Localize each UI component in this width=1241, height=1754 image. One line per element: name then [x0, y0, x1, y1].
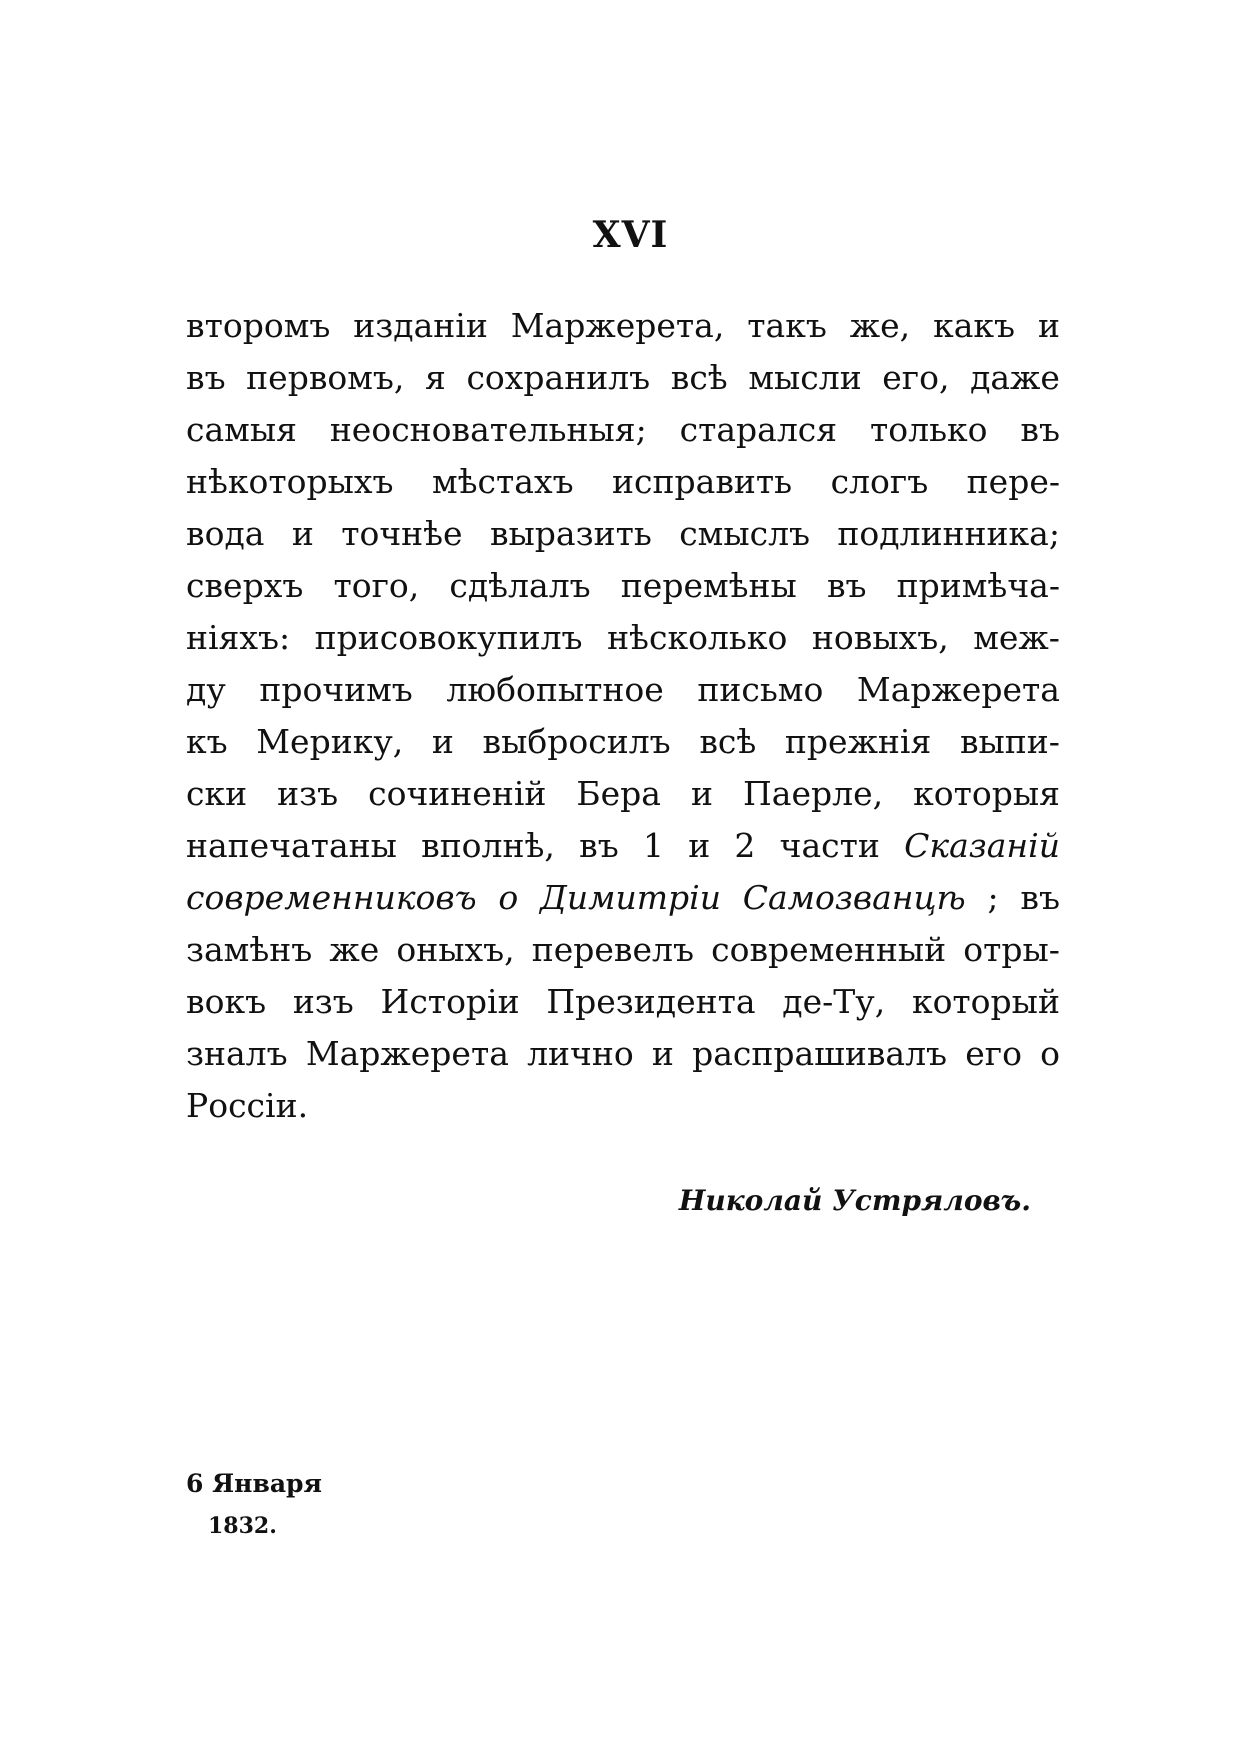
year-line: 1832. — [208, 1513, 277, 1539]
word: Маржерета — [305, 1034, 509, 1073]
word: Маржерета — [856, 670, 1060, 709]
word: какъ — [933, 306, 1016, 345]
word: любопытное — [446, 670, 664, 709]
word: напечатаны — [186, 826, 397, 865]
word: того, — [333, 566, 420, 605]
word: изъ — [277, 774, 339, 813]
text-line — [186, 768, 1060, 820]
word: сочиненiй — [368, 774, 547, 813]
signature: Николай Устряловъ. — [678, 1184, 1031, 1217]
word: Президента — [546, 982, 756, 1021]
word: и — [291, 514, 314, 553]
word: въ — [579, 826, 619, 865]
word: и — [1037, 306, 1060, 345]
word: всѣ — [670, 358, 728, 397]
text-line — [186, 820, 1060, 872]
word: зналъ — [186, 1034, 288, 1073]
word: сверхъ — [186, 566, 304, 605]
word: перевелъ — [531, 930, 694, 969]
word: ски — [186, 774, 248, 813]
word: неосновательныя; — [329, 410, 647, 449]
text-line — [186, 1080, 1060, 1132]
text-line — [186, 508, 1060, 560]
word: выбросилъ — [482, 722, 671, 761]
word: распрашивалъ — [692, 1034, 948, 1073]
word: письмо — [697, 670, 824, 709]
word: оныхъ, — [396, 930, 515, 969]
word: мѣстахъ — [431, 462, 574, 501]
word: подлинника; — [837, 514, 1060, 553]
text-line — [186, 300, 1060, 352]
word: такъ — [747, 306, 827, 345]
word: Исторiи — [380, 982, 520, 1021]
word: прежнiя — [784, 722, 932, 761]
word: присовокупилъ — [314, 618, 583, 657]
word: сохранилъ — [466, 358, 651, 397]
word: нѣкоторыхъ — [186, 462, 394, 501]
word: и — [431, 722, 454, 761]
word: вокъ — [186, 982, 267, 1021]
word: его, — [882, 358, 950, 397]
text-line — [186, 1028, 1060, 1080]
text-line — [186, 456, 1060, 508]
word: лично — [527, 1034, 634, 1073]
word: 1 — [642, 826, 664, 865]
word: которыя — [913, 774, 1060, 813]
italic-word: Сказанiй — [904, 826, 1060, 865]
italic-word: о — [498, 878, 519, 917]
word: перемѣны — [620, 566, 797, 605]
word: части — [779, 826, 880, 865]
word: меж- — [973, 618, 1060, 657]
text-line — [186, 872, 1060, 924]
text-line — [186, 612, 1060, 664]
word: современный — [711, 930, 947, 969]
word: примѣча- — [896, 566, 1060, 605]
text-line — [186, 560, 1060, 612]
text-segment: Россiи. — [186, 1086, 309, 1125]
word: въ — [826, 566, 867, 605]
italic-word: Димитрiи — [540, 878, 721, 917]
word: Паерле, — [743, 774, 884, 813]
word: Бера — [576, 774, 661, 813]
word: исправить — [612, 462, 793, 501]
word: сдѣлалъ — [449, 566, 591, 605]
word: 2 — [734, 826, 756, 865]
word: отры- — [963, 930, 1060, 969]
word: прочимъ — [259, 670, 413, 709]
word: даже — [970, 358, 1060, 397]
word: который — [911, 982, 1060, 1021]
word: о — [1040, 1034, 1060, 1073]
word: выразить — [489, 514, 652, 553]
italic-word: Самозванцѣ — [742, 878, 966, 917]
word: всѣ — [699, 722, 757, 761]
word: первомъ, — [246, 358, 405, 397]
word: слогъ — [830, 462, 929, 501]
word: второмъ — [186, 306, 331, 345]
word: точнѣе — [341, 514, 463, 553]
word: мысли — [748, 358, 862, 397]
word: смыслъ — [679, 514, 811, 553]
word: вода — [186, 514, 265, 553]
word: вполнѣ, — [421, 826, 555, 865]
text-line — [186, 352, 1060, 404]
word: выпи- — [959, 722, 1060, 761]
word: въ — [1020, 410, 1060, 449]
text-line — [186, 716, 1060, 768]
word: ; — [987, 878, 999, 917]
word: въ — [1020, 878, 1060, 917]
word: самыя — [186, 410, 297, 449]
body-text — [186, 300, 1060, 1132]
text-line — [186, 976, 1060, 1028]
word: только — [869, 410, 988, 449]
word: изъ — [292, 982, 354, 1021]
word: ду — [186, 670, 226, 709]
word: къ — [186, 722, 228, 761]
word: нѣсколько — [607, 618, 788, 657]
text-line — [186, 664, 1060, 716]
word: старался — [679, 410, 838, 449]
word: изданiи — [353, 306, 488, 345]
word: и — [688, 826, 711, 865]
page-number: XVI — [592, 214, 669, 256]
italic-word: современниковъ — [186, 878, 477, 917]
word: въ — [186, 358, 226, 397]
word: Маржерета, — [510, 306, 725, 345]
date-line: 6 Января — [186, 1469, 322, 1498]
word: же — [329, 930, 380, 969]
word: пере- — [966, 462, 1060, 501]
word: новыхъ, — [811, 618, 949, 657]
word: я — [425, 358, 446, 397]
word: Мерику, — [256, 722, 404, 761]
date-block — [186, 1466, 322, 1544]
word: и — [691, 774, 713, 813]
word: нiяхъ: — [186, 618, 291, 657]
word: его — [965, 1034, 1022, 1073]
word: замѣнъ — [186, 930, 313, 969]
word: де-Ту, — [782, 982, 886, 1021]
word: же, — [849, 306, 911, 345]
text-line — [186, 924, 1060, 976]
word: и — [651, 1034, 674, 1073]
text-line — [186, 404, 1060, 456]
